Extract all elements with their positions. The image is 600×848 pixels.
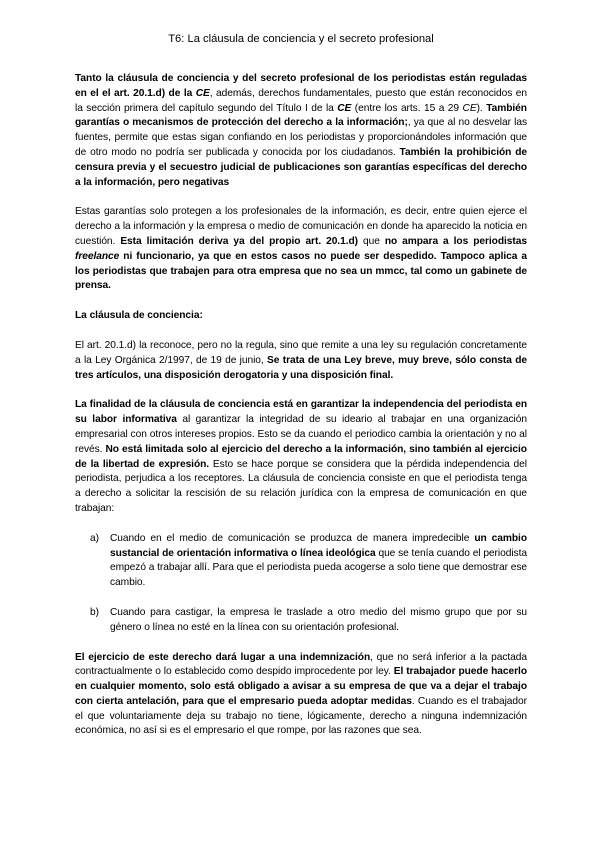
text-bold: También la prohibición de censura previa y el secuestro judicial de publicaciones son garantías específicas del derecho a la información, pero negativas xyxy=(75,146,528,188)
paragraph-regulation xyxy=(75,339,527,383)
document-title: T6: La cláusula de conciencia y el secreto profesional xyxy=(168,33,434,45)
text-bold-italic: freelance xyxy=(75,250,120,262)
text-regular: (entre los arts. 15 a 29 xyxy=(351,102,463,114)
text-bold: un cambio sustancial de orientación informativa o línea ideológica xyxy=(110,532,527,559)
text-bold: no ampara a los periodistas xyxy=(384,235,527,247)
text-bold: No está limitada solo al ejercicio del derecho a la información, sino también al ejercicio de la libertad de expresión. xyxy=(75,443,527,470)
text-bold: El ejercicio de este derecho dará lugar a una indemnización xyxy=(75,651,371,663)
text-regular: al garantizar la integridad de su ideario al trabajar en una organización empresarial con otros intereses propios. Esto se da cuando el periodico cambia la orientación y no al revés. xyxy=(75,414,527,455)
text-bold-italic: CE xyxy=(337,102,352,114)
text-regular: , que no será inferior a la pactada contractualmente o lo establecido como despido improcedente por ley. xyxy=(75,651,527,678)
text-bold: Esta limitación deriva ya del propio art. 20.1.d) xyxy=(120,235,358,247)
paragraph-indemnity xyxy=(75,651,527,740)
text-regular: Cuando en el medio de comunicación se produzca de manera impredecible xyxy=(110,532,475,544)
text-regular: Cuando para castigar, la empresa le traslade a otro medio del mismo grupo que por su género o línea no esté en la línea con su orientación profesional. xyxy=(110,606,527,633)
list-item xyxy=(75,532,527,591)
text-regular: que xyxy=(358,235,385,247)
paragraph-intro xyxy=(75,72,527,190)
text-regular: . Cuando es el trabajador el que voluntariamente deja su trabajo no tiene, lógicamente, derecho a ninguna indemnización económica, no así si es el empresario el que rompe, por las razones que sea. xyxy=(75,695,527,737)
paragraph-guarantees xyxy=(75,205,527,294)
conditions-list xyxy=(75,532,527,636)
list-marker: b) xyxy=(90,606,99,618)
section-heading: La cláusula de conciencia: xyxy=(75,310,203,322)
text-bold: El trabajador puede hacerlo en cualquier momento, solo está obligado a avisar a su empresa de que va a dejar el trabajo con cierta antelación, para que el empresario pueda adoptar medidas xyxy=(75,666,528,707)
text-bold: Se trata de una Ley breve, muy breve, sólo consta de tres artículos, una disposición derogatoria y una disposición final. xyxy=(75,354,527,381)
text-bold-italic: CE xyxy=(195,87,210,99)
text-bold: ni funcionario, ya que en estos casos no puede ser despedido. Tampoco aplica a los periodistas que trabajen para otra empresa que no sea un mmcc, tal como un gabinete de prensa. xyxy=(75,250,527,292)
text-bold: También garantías o mecanismos de protección del derecho a la información; xyxy=(75,102,527,129)
text-italic: CE xyxy=(462,102,477,114)
text-regular: Estas garantías solo protegen a los profesionales de la información, es decir, entre quien ejerce el derecho a la información y la empresa o medio de comunicación en donde ha aparecido la noticia en cuestión. xyxy=(75,206,527,247)
list-marker: a) xyxy=(90,532,99,544)
paragraph-purpose xyxy=(75,398,527,516)
text-bold: La finalidad de la cláusula de conciencia está en garantizar la independencia del periodista en su labor informativa xyxy=(75,399,527,426)
text-regular: , ya que al no desvelar las fuentes, permite que estas sigan confiando en los periodistas y proporcionándoles información que de otro modo no podría ser publicada y conocida por los ciudadanos. xyxy=(75,117,527,158)
text-bold: Tanto la cláusula de conciencia y del secreto profesional de los periodistas están reguladas en el el art. 20.1.d) de la xyxy=(75,73,527,99)
text-regular: que se tenía cuando el periodista empezó a trabajar allí. Para que el periodista pueda acogerse a solo tiene que demostrar ese cambio. xyxy=(110,547,527,589)
text-regular: ). xyxy=(476,102,487,114)
document-page xyxy=(75,32,527,754)
list-item xyxy=(75,606,527,636)
text-regular: Esto se hace porque se considera que la pérdida independencia del periodista, perjudica a los receptores. La cláusula de conciencia consiste en que el periodista tenga a derecho a solicitar la rescisión de su relación jurídica con la empresa de comunicación en que trabajan: xyxy=(75,458,527,514)
text-regular: El art. 20.1.d) la reconoce, pero no la regula, sino que remite a una ley su regulación concretamente a la Ley Orgánica 2/1997, de 19 de junio, xyxy=(75,339,527,366)
text-regular: , además, derechos fundamentales, puesto que están reconocidos en la sección primera del capítulo segundo del Título I de la xyxy=(75,87,527,114)
